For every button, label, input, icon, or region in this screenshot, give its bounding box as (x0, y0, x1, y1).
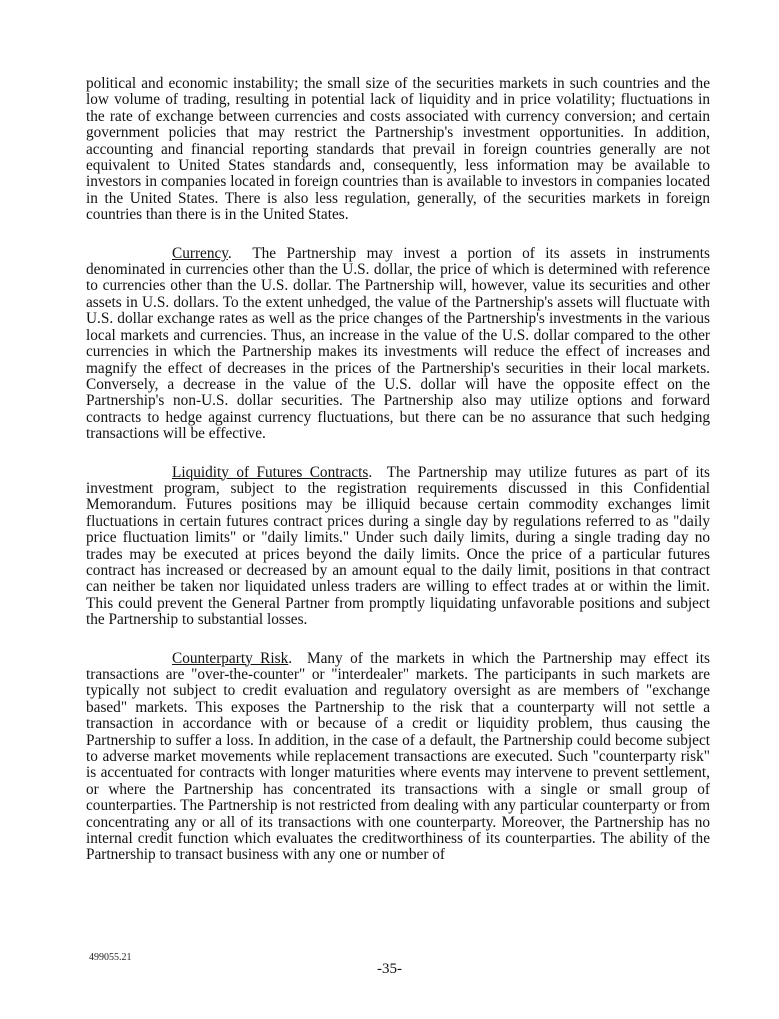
paragraph-liquidity: Liquidity of Futures Contracts. The Partnership may utilize futures as part of its investment program, subject to the registration requirements discussed in this Confidential Memorandum. Futures positions may be illiquid because certain commodity exchanges limit fluctuations in certain futures contract prices during a single day by regulations referred to as "daily price fluctuation limits" or "daily limits." Under such daily limits, during a single trading day no trades may be executed at prices beyond the daily limits. Once the price of a particular futures contract has increased or decreased by an amount equal to the daily limit, positions in that contract can neither be taken nor liquidated unless traders are willing to effect trades at or within the limit. This could prevent the General Partner from promptly liquidating unfavorable positions and subject the Partnership to substantial losses. (86, 463, 710, 629)
document-id: 499055.21 (89, 952, 132, 963)
heading-liquidity: Liquidity of Futures Contracts (172, 463, 369, 481)
paragraph-counterparty-body: Many of the markets in which the Partnership may effect its transactions are "over-the-counter" or "interdealer" markets. The participants in such markets are typically not subject to credit evaluation and regulatory oversight as are members of "exchange based" markets. This exposes the Partnership to the risk that a counterparty will not settle a transaction in accordance with or because of a credit or liquidity problem, thus causing the Partnership to suffer a loss. In addition, in the case of a default, the Partnership could become subject to adverse market movements while replacement transactions are executed. Such "counterparty risk" is accentuated for contracts with longer maturities where events may intervene to prevent settlement, or where the Partnership has concentrated its transactions with a single or small group of counterparties. The Partnership is not restricted from dealing with any particular counterparty or from concentrating any or all of its transactions with one counterparty. Moreover, the Partnership has no internal credit function which evaluates the creditworthiness of its counterparties. The ability of the Partnership to transact business with any one or number of (86, 649, 710, 864)
paragraph-counterparty: Counterparty Risk. Many of the markets in which the Partnership may effect its transactions are "over-the-counter" or "interdealer" markets. The participants in such markets are typically not subject to credit evaluation and regulatory oversight as are members of "exchange based" markets. This exposes the Partnership to the risk that a counterparty will not settle a transaction in accordance with or because of a credit or liquidity problem, thus causing the Partnership to suffer a loss. In addition, in the case of a default, the Partnership could become subject to adverse market movements while replacement transactions are executed. Such "counterparty risk" is accentuated for contracts with longer maturities where events may intervene to prevent settlement, or where the Partnership has concentrated its transactions with a single or small group of counterparties. The Partnership is not restricted from dealing with any particular counterparty or from concentrating any or all of its transactions with one counterparty. Moreover, the Partnership has no internal credit function which evaluates the creditworthiness of its counterparties. The ability of the Partnership to transact business with any one or number of (86, 649, 710, 864)
paragraph-intro: political and economic instability; the small size of the securities markets in such countries and the low volume of trading, resulting in potential lack of liquidity and in price volatility; fluctuations in the rate of exchange between currencies and costs associated with currency conversion; and certain government policies that may restrict the Partnership's investment opportunities. In addition, accounting and financial reporting standards that prevail in foreign countries generally are not equivalent to United States standards and, consequently, less information may be available to investors in companies located in foreign countries than is available to investors in companies located in the United States. There is also less regulation, generally, of the securities markets in foreign countries than there is in the United States. (86, 75, 710, 224)
paragraph-liquidity-body: The Partnership may utilize futures as part of its investment program, subject to the registration requirements discussed in this Confidential Memorandum. Futures positions may be illiquid because certain commodity exchanges limit fluctuations in certain futures contract prices during a single day by regulations referred to as "daily price fluctuation limits" or "daily limits." Under such daily limits, during a single trading day no trades may be executed at prices beyond the daily limits. Once the price of a particular futures contract has increased or decreased by an amount equal to the daily limit, positions in that contract can neither be taken nor liquidated unless traders are willing to effect trades at or within the limit. This could prevent the General Partner from promptly liquidating unfavorable positions and subject the Partnership to substantial losses. (86, 463, 710, 629)
document-body (86, 76, 710, 886)
paragraph-currency: Currency. The Partnership may invest a portion of its assets in instruments denominated in currencies other than the U.S. dollar, the price of which is determined with reference to currencies other than the U.S. dollar. The Partnership will, however, value its securities and other assets in U.S. dollars. To the extent unhedged, the value of the Partnership's assets will fluctuate with U.S. dollar exchange rates as well as the price changes of the Partnership's investments in the various local markets and currencies. Thus, an increase in the value of the U.S. dollar compared to the other currencies in which the Partnership makes its investments will reduce the effect of increases and magnify the effect of decreases in the prices of the Partnership's securities in their local markets. Conversely, a decrease in the value of the U.S. dollar will have the opposite effect on the Partnership's non-U.S. dollar securities. The Partnership also may utilize options and forward contracts to hedge against currency fluctuations, but there can be no assurance that such hedging transactions will be effective. (86, 244, 710, 443)
heading-counterparty: Counterparty Risk (172, 649, 289, 667)
page-number: -35- (377, 961, 402, 977)
heading-currency: Currency (172, 244, 228, 262)
paragraph-currency-body: The Partnership may invest a portion of its assets in instruments denominated in currencies other than the U.S. dollar, the price of which is determined with reference to currencies other than the U.S. dollar. The Partnership will, however, value its securities and other assets in U.S. dollars. To the extent unhedged, the value of the Partnership's assets will fluctuate with U.S. dollar exchange rates as well as the price changes of the Partnership's investments in the various local markets and currencies. Thus, an increase in the value of the U.S. dollar compared to the other currencies in which the Partnership makes its investments will reduce the effect of increases and magnify the effect of decreases in the prices of the Partnership's securities in their local markets. Conversely, a decrease in the value of the U.S. dollar will have the opposite effect on the Partnership's non-U.S. dollar securities. The Partnership also may utilize options and forward contracts to hedge against currency fluctuations, but there can be no assurance that such hedging transactions will be effective. (86, 244, 710, 443)
